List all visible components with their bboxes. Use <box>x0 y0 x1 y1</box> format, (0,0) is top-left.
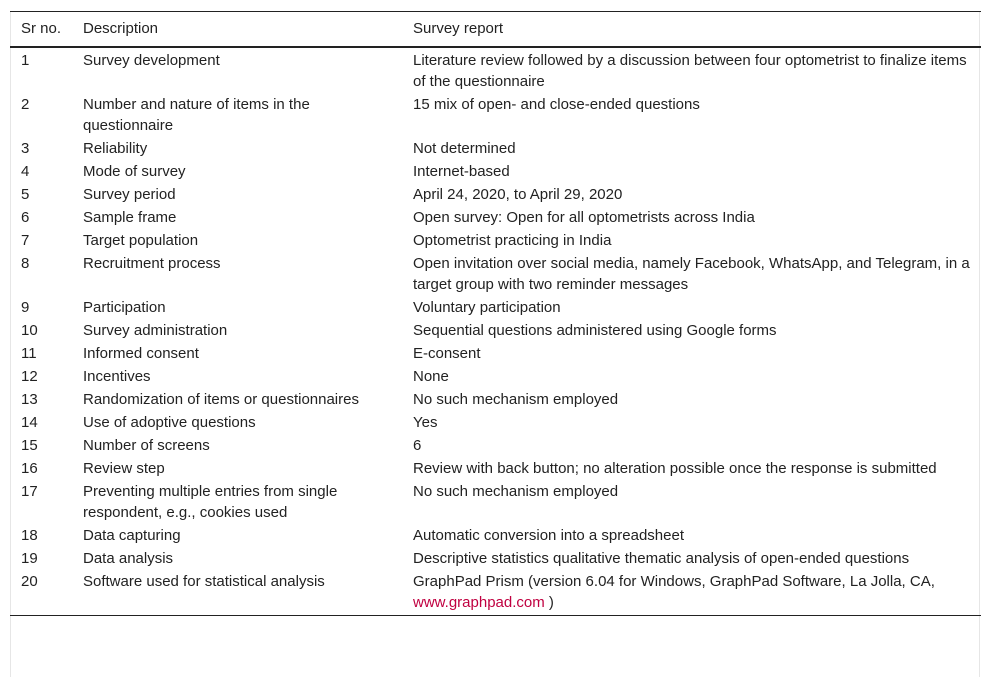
table-row <box>10 365 981 388</box>
row-description: Mode of survey <box>83 163 186 180</box>
table-row <box>10 434 981 457</box>
row-number: 14 <box>21 414 38 431</box>
row-description: Sample frame <box>83 209 177 226</box>
row-survey-report: Review with back button; no alteration possible once the response is submitted <box>413 460 937 477</box>
table-row <box>10 524 981 547</box>
row-number: 4 <box>21 163 30 180</box>
table-row <box>10 137 981 160</box>
row-description: Review step <box>83 460 165 477</box>
row-number: 7 <box>21 232 30 249</box>
table-row <box>10 342 981 365</box>
table-row <box>10 319 981 342</box>
table-row <box>10 93 981 137</box>
header-survey-report: Survey report <box>413 20 504 37</box>
row-number: 18 <box>21 527 38 544</box>
row-survey-report: Automatic conversion into a spreadsheet <box>413 527 684 544</box>
row-number: 2 <box>21 96 30 113</box>
row-description: Incentives <box>83 368 151 385</box>
row-number: 1 <box>21 52 30 69</box>
row-survey-report: 15 mix of open- and close-ended questions <box>413 96 700 113</box>
row-number: 9 <box>21 299 30 316</box>
row-survey-report: No such mechanism employed <box>413 483 619 500</box>
row-description: Participation <box>83 299 166 316</box>
header-sr-no: Sr no. <box>21 20 62 37</box>
row-number: 5 <box>21 186 30 203</box>
row-number: 6 <box>21 209 30 226</box>
row-description: Data capturing <box>83 527 181 544</box>
row-description: Survey period <box>83 186 176 203</box>
table-body <box>10 47 981 616</box>
row-survey-report: Optometrist practicing in India <box>413 232 612 249</box>
row-survey-report: April 24, 2020, to April 29, 2020 <box>413 186 623 203</box>
table-row <box>10 570 981 616</box>
table-row <box>10 252 981 296</box>
row-number: 20 <box>21 573 38 590</box>
table-row <box>10 183 981 206</box>
row-number: 11 <box>21 345 37 362</box>
row-number: 15 <box>21 437 38 454</box>
table-header <box>10 12 981 48</box>
row-survey-report: Voluntary participation <box>413 299 561 316</box>
row-survey-report: Open invitation over social media, namely Facebook, WhatsApp, and Telegram, in a target group with two reminder messages <box>413 255 970 293</box>
row-survey-report: Sequential questions administered using Google forms <box>413 322 777 339</box>
table-row <box>10 206 981 229</box>
header-description: Description <box>83 20 159 37</box>
row-number: 13 <box>21 391 38 408</box>
row-number: 16 <box>21 460 38 477</box>
row-survey-report: Open survey: Open for all optometrists across India <box>413 209 755 226</box>
row-survey-report <box>402 570 981 616</box>
row-description: Survey administration <box>83 322 228 339</box>
row-number: 10 <box>21 322 38 339</box>
row-survey-report: None <box>413 368 449 385</box>
header-row <box>10 12 981 48</box>
row-description: Target population <box>83 232 199 249</box>
table-row <box>10 47 981 93</box>
row-number: 17 <box>21 483 38 500</box>
row-description: Preventing multiple entries from single respondent, e.g., cookies used <box>83 483 338 521</box>
report-suffix: ) <box>544 594 554 611</box>
report-text: GraphPad Prism (version 6.04 for Windows, GraphPad Software, La Jolla, CA, <box>413 573 935 590</box>
row-description: Randomization of items or questionnaires <box>83 391 359 408</box>
table-row <box>10 160 981 183</box>
row-description: Recruitment process <box>83 255 221 272</box>
table-row <box>10 480 981 524</box>
row-survey-report: Internet-based <box>413 163 510 180</box>
table-row <box>10 547 981 570</box>
table-row <box>10 229 981 252</box>
row-survey-report: Descriptive statistics qualitative thematic analysis of open-ended questions <box>413 550 910 567</box>
row-description: Use of adoptive questions <box>83 414 256 431</box>
table-row <box>10 296 981 319</box>
row-survey-report: Yes <box>413 414 438 431</box>
row-description: Informed consent <box>83 345 199 362</box>
graphpad-link[interactable]: www.graphpad.com <box>413 594 545 611</box>
row-survey-report: 6 <box>413 437 422 454</box>
row-description: Software used for statistical analysis <box>83 573 325 590</box>
row-survey-report: Literature review followed by a discussion between four optometrist to finalize items of the questionnaire <box>413 52 967 90</box>
row-survey-report: E-consent <box>413 345 481 362</box>
row-number: 3 <box>21 140 30 157</box>
row-description: Number of screens <box>83 437 210 454</box>
row-survey-report: Not determined <box>413 140 516 157</box>
row-description: Reliability <box>83 140 148 157</box>
row-number: 19 <box>21 550 38 567</box>
row-survey-report: No such mechanism employed <box>413 391 619 408</box>
row-description: Number and nature of items in the questionnaire <box>83 96 310 134</box>
row-number: 12 <box>21 368 38 385</box>
table-row <box>10 411 981 434</box>
row-description: Data analysis <box>83 550 174 567</box>
row-number: 8 <box>21 255 30 272</box>
survey-table <box>10 11 981 616</box>
table-row <box>10 457 981 480</box>
table-row <box>10 388 981 411</box>
row-description: Survey development <box>83 52 220 69</box>
